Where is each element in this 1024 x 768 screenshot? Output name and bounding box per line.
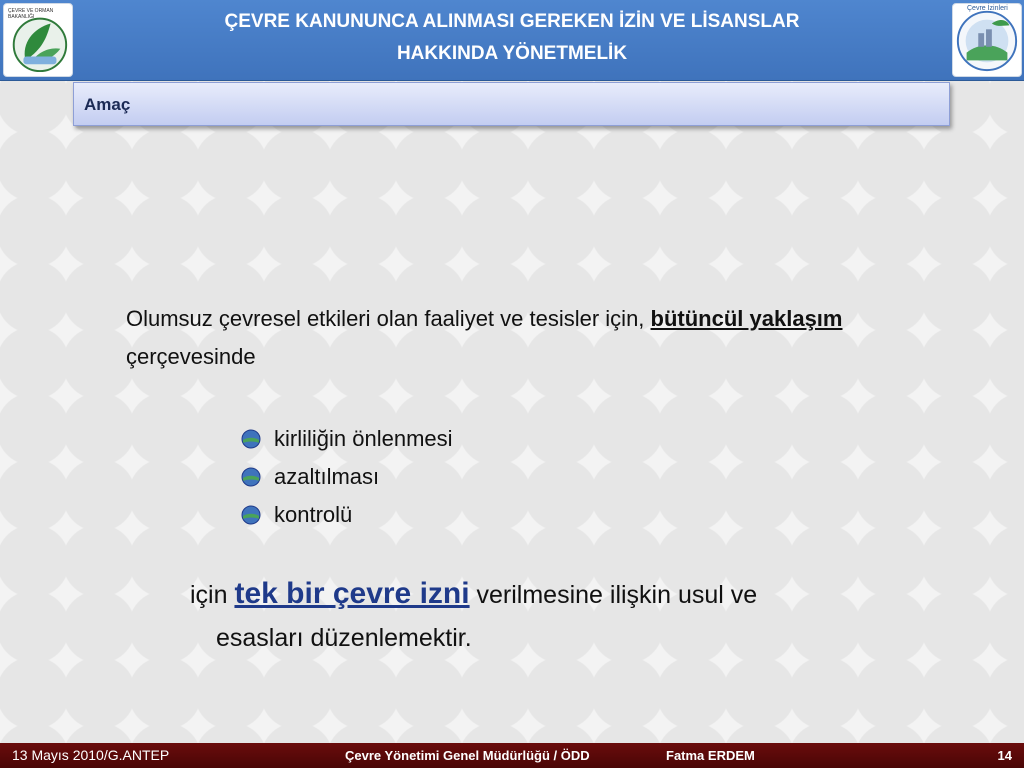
- bullet-text: kirliliğin önlenmesi: [274, 426, 453, 451]
- conclusion-line-2: esasları düzenlemektir.: [216, 624, 472, 652]
- bullet-text: azaltılması: [274, 464, 380, 489]
- conclusion-line-1: [190, 572, 910, 617]
- cevre-izinleri-logo-text: Çevre İzinleri: [967, 5, 1008, 12]
- bullet-text: kontrolü: [274, 502, 353, 527]
- conclusion-paragraph: [190, 572, 910, 660]
- page-number: 14: [997, 748, 1012, 763]
- footer-date-place: 13 Mayıs 2010/G.ANTEP: [12, 747, 170, 763]
- globe-bullet-icon: [240, 428, 262, 450]
- para1-bold-term: bütüncül yaklaşım: [650, 306, 843, 331]
- bullet-list: [240, 420, 453, 534]
- ministry-logo-text: ÇEVRE VE ORMAN BAKANLIĞI: [8, 8, 54, 20]
- para2-text-start: için: [190, 581, 235, 609]
- globe-bullet-icon: [240, 504, 262, 526]
- list-item: [240, 496, 453, 534]
- footer-author: Fatma ERDEM: [666, 748, 755, 763]
- para2-text-end: verilmesine ilişkin usul ve: [469, 581, 758, 609]
- single-permit-emphasis: tek bir çevre izni: [234, 577, 470, 610]
- purpose-paragraph: [126, 300, 946, 376]
- section-title: Amaç: [84, 95, 131, 114]
- list-item: [240, 458, 453, 496]
- title-line-1: ÇEVRE KANUNUNCA ALINMASI GEREKEN İZİN VE LİSANSLAR: [224, 11, 800, 32]
- list-item: [240, 420, 453, 458]
- para1-text-end: çerçevesinde: [126, 344, 256, 369]
- footer-department: Çevre Yönetimi Genel Müdürlüğü / ÖDD: [345, 748, 590, 763]
- para1-text-start: Olumsuz çevresel etkileri olan faaliyet ve tesisler için,: [126, 306, 651, 331]
- title-line-2: HAKKINDA YÖNETMELİK: [396, 43, 628, 64]
- globe-bullet-icon: [240, 466, 262, 488]
- slide-footer: [0, 743, 1024, 768]
